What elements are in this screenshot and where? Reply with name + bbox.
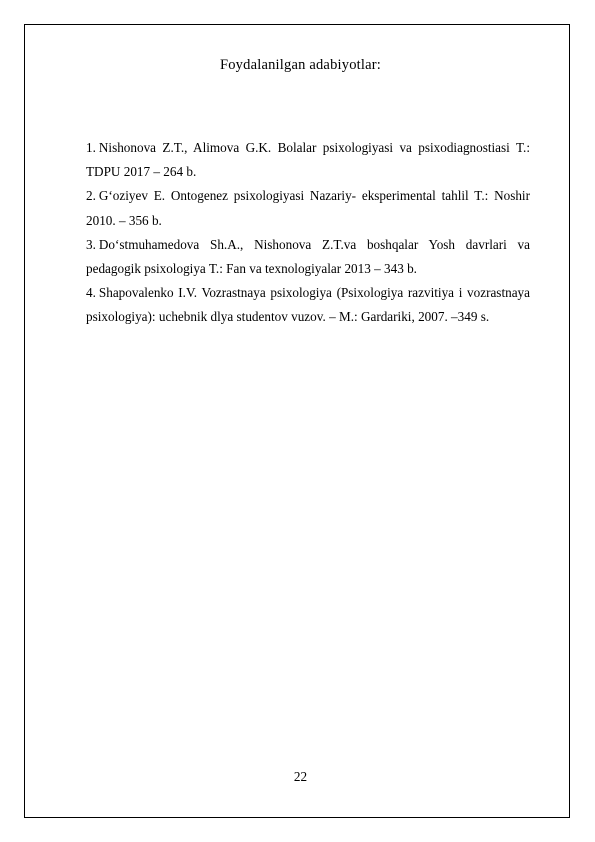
reference-item xyxy=(86,184,530,232)
reference-number: 2. xyxy=(86,188,96,204)
reference-number: 3. xyxy=(86,236,96,252)
reference-text: Nishonova Z.T., Alimova G.K. Bolalar psixologiyasi va psixodiagnostiasi T.: TDPU 2017 – 264 b. xyxy=(86,140,530,180)
reference-item xyxy=(86,233,530,281)
page-title: Foydalanilgan adabiyotlar: xyxy=(219,57,382,73)
reference-number: 4. xyxy=(86,285,96,301)
reference-item xyxy=(86,281,530,329)
reference-text: Do‘stmuhamedova Sh.A., Nishonova Z.T.va boshqalar Yosh davrlari va pedagogik psixologiya T.: Fan va texnologiyalar 2013 – 343 b. xyxy=(86,236,530,277)
page-number: 22 xyxy=(293,769,308,784)
reference-item xyxy=(86,136,530,184)
reference-text: Shapovalenko I.V. Vozrastnaya psixologiya (Psixologiya razvitiya i vozrastnaya psixologiya): uchebnik dlya studentov vuzov. – M.: Gardariki, 2007. –349 s. xyxy=(86,285,530,325)
reference-text: G‘oziyev E. Ontogenez psixologiyasi Nazariy- eksperimental tahlil T.: Noshir 2010. – 356 b. xyxy=(86,188,530,228)
reference-number: 1. xyxy=(86,140,96,155)
reference-list xyxy=(86,136,530,330)
